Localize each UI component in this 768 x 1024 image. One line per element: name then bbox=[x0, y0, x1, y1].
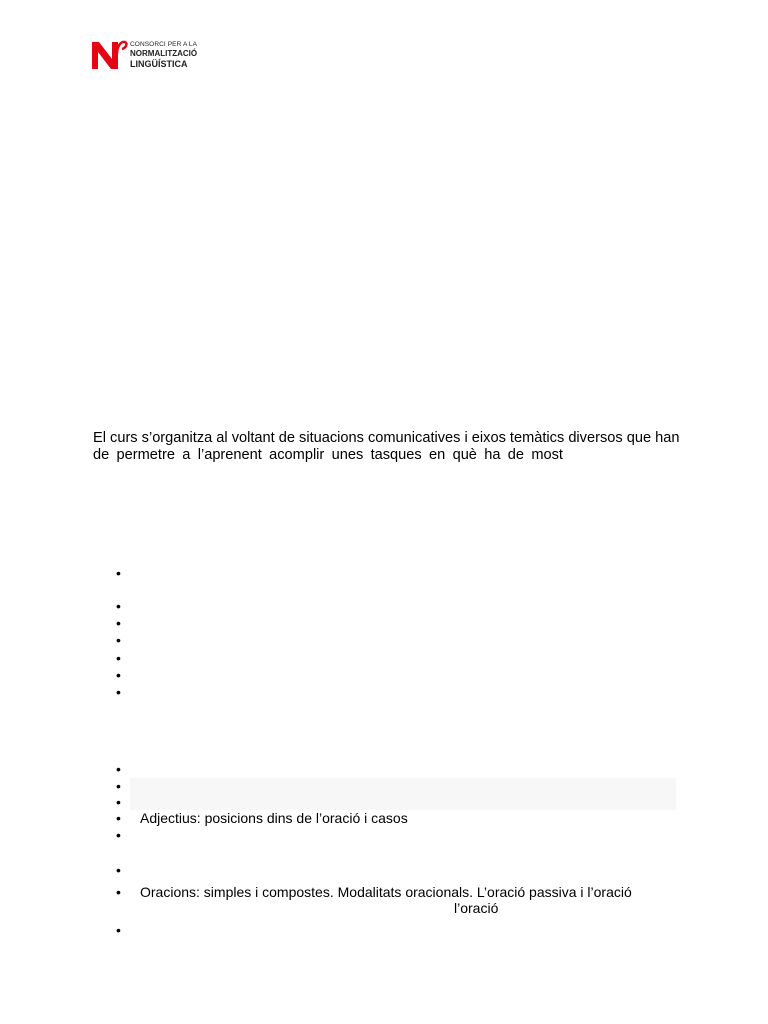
paragraph-line-2: de permetre a l’aprenent acomplir unes tasques en què ha de most bbox=[93, 447, 563, 463]
list-item-bullet: • bbox=[116, 794, 121, 810]
list-item-bullet: • bbox=[116, 650, 121, 666]
list-item-adjectius: Adjectius: posicions dins de l’oració i casos bbox=[140, 810, 408, 826]
list-item-bullet: • bbox=[116, 778, 121, 794]
list-item-oracions: Oracions: simples i compostes. Modalitats oracionals. L’oració passiva i l’oració bbox=[140, 884, 632, 900]
list-item-bullet: • bbox=[116, 615, 121, 631]
list-item-bullet: • bbox=[116, 862, 121, 878]
list-item-bullet: • bbox=[116, 761, 121, 777]
intro-paragraph bbox=[93, 430, 680, 464]
list-item-bullet: • bbox=[116, 884, 121, 900]
list-item-bullet: • bbox=[116, 684, 121, 700]
highlight-band bbox=[130, 778, 676, 810]
list-item-bullet: • bbox=[116, 827, 121, 843]
list-item-bullet: • bbox=[116, 598, 121, 614]
list-item-bullet: • bbox=[116, 667, 121, 683]
list-item-bullet: • bbox=[116, 632, 121, 648]
list-item-bullet: • bbox=[116, 922, 121, 938]
cpnl-logo bbox=[92, 40, 202, 72]
logo-line-3: LINGÜÍSTICA bbox=[130, 59, 188, 69]
list-item-oracions-continuation: l’oració bbox=[454, 900, 499, 916]
cpnl-logo-mark bbox=[92, 40, 128, 70]
logo-line-2: NORMALITZACIÓ bbox=[130, 49, 198, 58]
paragraph-line-1: El curs s’organitza al voltant de situacions comunicatives i eixos temàtics diversos que han bbox=[93, 430, 680, 446]
list-item-bullet: • bbox=[116, 810, 121, 826]
list-item-bullet: • bbox=[116, 565, 121, 581]
logo-line-1: CONSORCI PER A LA bbox=[130, 41, 198, 48]
